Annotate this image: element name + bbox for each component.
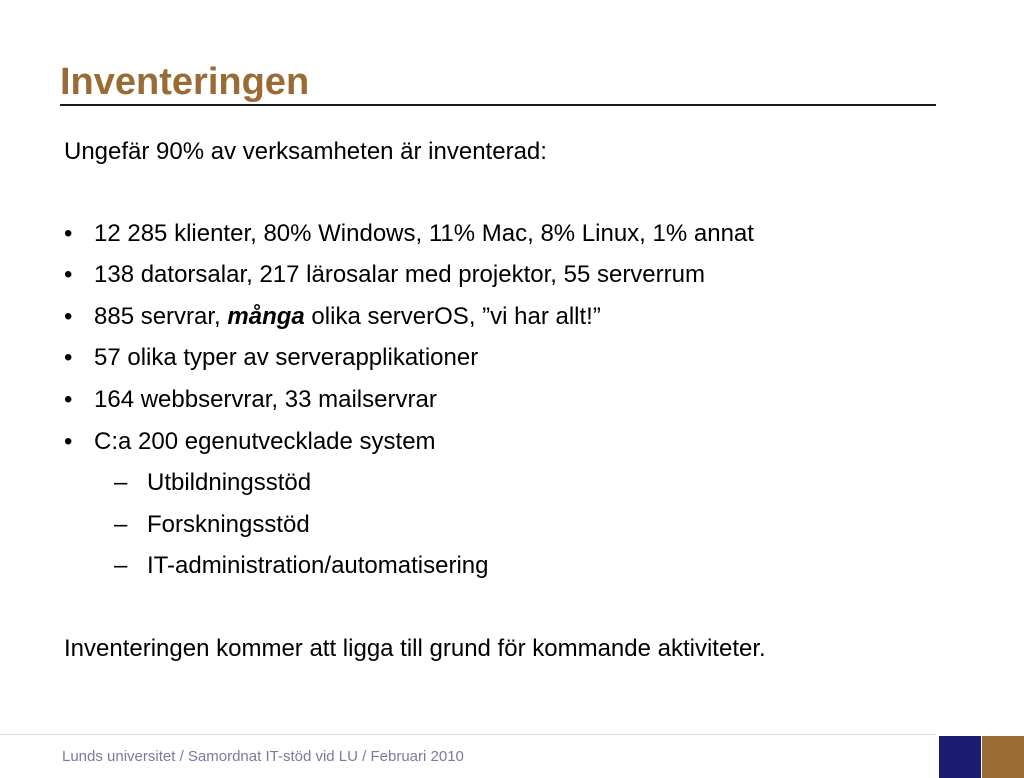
intro-text: Ungefär 90% av verksamheten är inventerad: [64,138,547,165]
bullet-marker: • [64,386,73,413]
bullet-emphasis: många [227,303,305,330]
bullet-text: C:a 200 egenutvecklade system [94,428,436,455]
sub-bullet-text: Forskningsstöd [147,511,310,538]
dash-marker: – [114,552,128,579]
footer-divider [0,734,936,735]
title-underline [60,104,936,106]
bullet-text [94,299,601,335]
dash-marker: – [114,511,128,538]
footer-brown-block [982,736,1024,778]
bullet-marker: • [64,220,73,247]
bullet-text: 138 datorsalar, 217 lärosalar med projektor, 55 serverrum [94,261,705,288]
bullet-text: 12 285 klienter, 80% Windows, 11% Mac, 8% Linux, 1% annat [94,220,754,247]
conclusion-text: Inventeringen kommer att ligga till grund för kommande aktiviteter. [64,635,766,662]
bullet-text-end: olika serverOS, ”vi har allt!” [304,303,601,330]
sub-bullet-text: Utbildningsstöd [147,469,312,496]
bullet-marker: • [64,261,73,288]
bullet-text: 57 olika typer av serverapplikationer [94,344,479,371]
sub-bullet-text: IT-administration/automatisering [147,552,489,579]
bullet-text-start: 885 servrar, [94,303,228,330]
dash-marker: – [114,469,128,496]
bullet-marker: • [64,344,73,371]
slide-title: Inventeringen [60,61,310,103]
bullet-text: 164 webbservrar, 33 mailservrar [94,386,437,413]
bullet-marker: • [64,303,73,330]
bullet-marker: • [64,428,73,455]
footer-blue-block [939,736,981,778]
footer-text: Lunds universitet / Samordnat IT-stöd vid LU / Februari 2010 [62,748,464,765]
